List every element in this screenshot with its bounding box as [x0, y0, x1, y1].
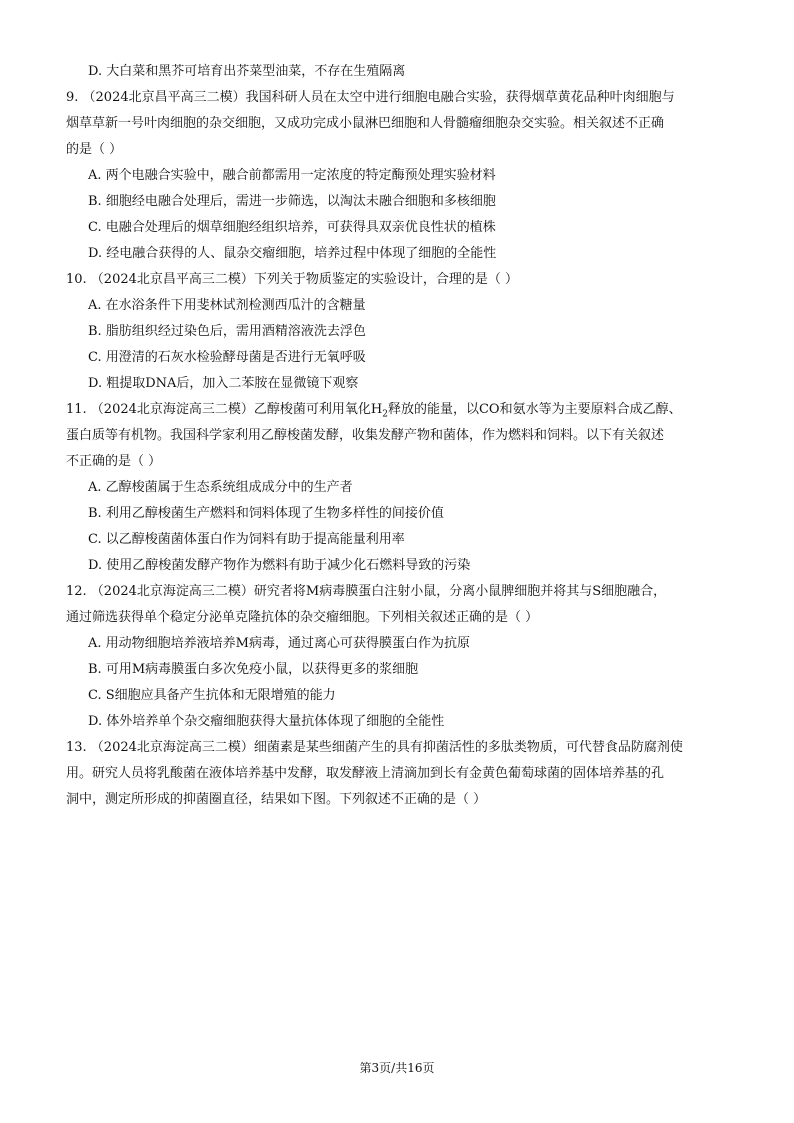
q9-option-d: D. 经电融合获得的人、鼠杂交瘤细胞，培养过程中体现了细胞的全能性: [88, 246, 497, 261]
prev-option-d: D. 大白菜和黑芥可培育出芥菜型油菜，不存在生殖隔离: [88, 64, 406, 79]
q12-option-d: D. 体外培养单个杂交瘤细胞获得大量抗体体现了细胞的全能性: [88, 714, 445, 729]
page-content: [66, 59, 730, 813]
q12-stem-line-1: 12. （2024北京海淀高三二模）研究者将M病毒膜蛋白注射小鼠，分离小鼠脾细胞并将其与S细胞融合，: [66, 584, 667, 599]
q9-stem-line-3: 的是（ ）: [66, 142, 123, 157]
q11-option-c: C. 以乙醇梭菌菌体蛋白作为饲料有助于提高能量利用率: [88, 532, 405, 547]
q11-stem-post: 释放的能量，以CO和氨水等为主要原料合成乙醇、: [387, 402, 682, 417]
question-12: [66, 579, 730, 735]
q11-stem-line-3: 不正确的是（ ）: [66, 454, 162, 469]
q11-option-b: B. 利用乙醇梭菌生产燃料和饲料体现了生物多样性的间接价值: [88, 506, 444, 521]
question-10: [66, 267, 730, 397]
q9-option-c: C. 电融合处理后的烟草细胞经组织培养，可获得具双亲优良性状的植株: [88, 220, 496, 235]
q11-stem-subscript: 2: [382, 409, 388, 420]
q10-option-a: A. 在水浴条件下用斐林试剂检测西瓜汁的含糖量: [88, 298, 366, 313]
q13-stem-line-1: 13. （2024北京海淀高三二模）细菌素是某些细菌产生的具有抑菌活性的多肽类物质，可代替食品防腐剂使: [66, 740, 683, 755]
q12-option-a: A. 用动物细胞培养液培养M病毒，通过离心可获得膜蛋白作为抗原: [88, 636, 470, 651]
q10-option-b: B. 脂肪组织经过染色后，需用酒精溶液洗去浮色: [88, 324, 366, 339]
q13-stem-line-2: 用。研究人员将乳酸菌在液体培养基中发酵，取发酵液上清滴加到长有金黄色葡萄球菌的固体培养基的孔: [66, 766, 665, 781]
page-number-footer: 第3页/共16页: [359, 1061, 435, 1075]
q9-stem-line-2: 烟草草新一号叶肉细胞的杂交细胞，又成功完成小鼠淋巴细胞和人骨髓瘤细胞杂交实验。相关叙述不正确: [66, 116, 665, 131]
q12-option-c: C. S细胞应具备产生抗体和无限增殖的能力: [88, 688, 336, 703]
q9-option-a: A. 两个电融合实验中，融合前都需用一定浓度的特定酶预处理实验材料: [88, 168, 496, 183]
q10-option-c: C. 用澄清的石灰水检验酵母菌是否进行无氧呼吸: [88, 350, 366, 365]
q10-stem-line-1: 10. （2024北京昌平高三二模）下列关于物质鉴定的实验设计，合理的是（ ）: [66, 272, 519, 287]
question-13: [66, 735, 730, 813]
question-11: [66, 397, 730, 579]
q12-stem-line-2: 通过筛选获得单个稳定分泌单克隆抗体的杂交瘤细胞。下列相关叙述正确的是（ ）: [66, 610, 539, 625]
q11-stem-line-1: [66, 397, 730, 423]
q13-stem-line-3: 洞中，测定所形成的抑菌圈直径，结果如下图。下列叙述不正确的是（ ）: [66, 792, 487, 807]
q11-stem-line-2: 蛋白质等有机物。我国科学家利用乙醇梭菌发酵，收集发酵产物和菌体，作为燃料和饲料。以下有关叙述: [66, 428, 665, 443]
q9-stem-line-1: 9. （2024北京昌平高三二模）我国科研人员在太空中进行细胞电融合实验，获得烟草黄花品种叶肉细胞与: [66, 90, 675, 105]
q9-option-b: B. 细胞经电融合处理后，需进一步筛选，以淘汰未融合细胞和多核细胞: [88, 194, 496, 209]
q11-stem-pre: 11. （2024北京海淀高三二模）乙醇梭菌可利用氧化H: [66, 402, 383, 417]
q10-option-d: D. 粗提取DNA后，加入二苯胺在显微镜下观察: [88, 376, 359, 391]
q12-option-b: B. 可用M病毒膜蛋白多次免疫小鼠，以获得更多的浆细胞: [88, 662, 419, 677]
q11-option-a: A. 乙醇梭菌属于生态系统组成成分中的生产者: [88, 480, 353, 495]
question-9: [66, 85, 730, 267]
q11-option-d: D. 使用乙醇梭菌发酵产物作为燃料有助于减少化石燃料导致的污染: [88, 558, 471, 573]
